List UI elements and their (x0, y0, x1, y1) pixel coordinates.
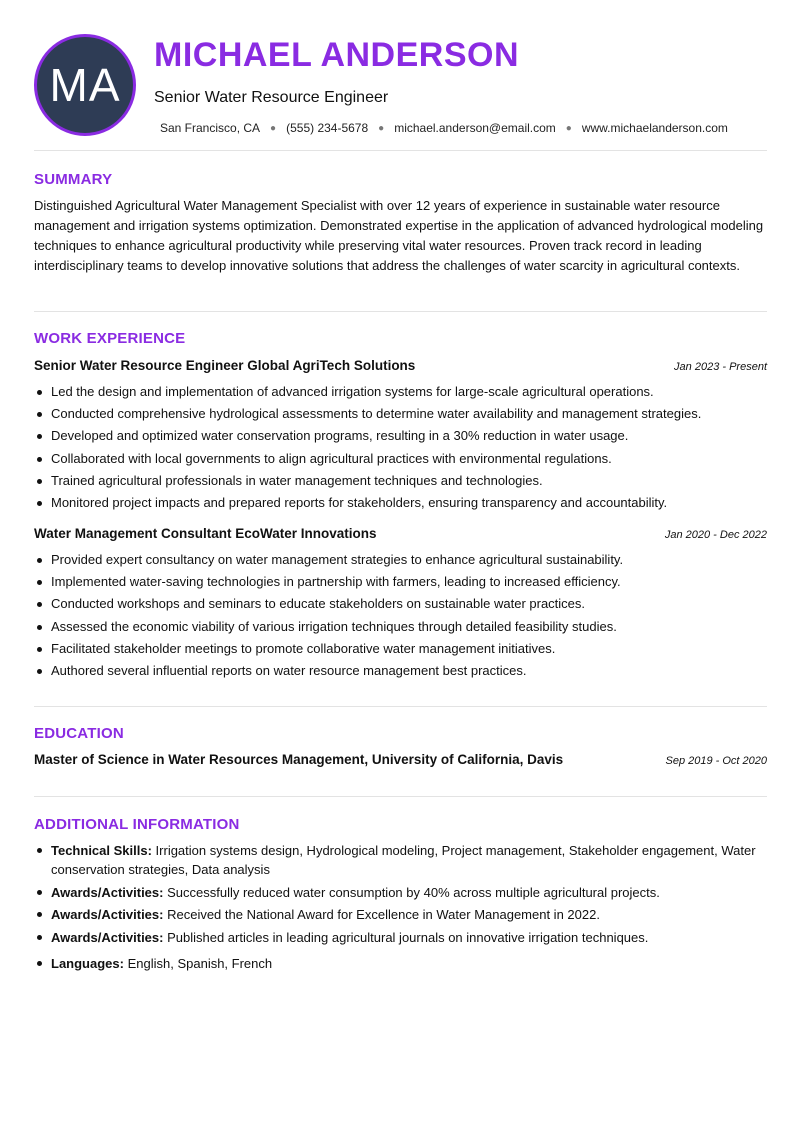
item-label: Technical Skills: (51, 843, 152, 858)
list-item: Conducted workshops and seminars to educate stakeholders on sustainable water practices. (34, 593, 767, 615)
item-text: Successfully reduced water consumption by 40% across multiple agricultural projects. (167, 884, 660, 900)
item-text: English, Spanish, French (127, 955, 273, 971)
list-item (34, 954, 767, 973)
summary-heading: SUMMARY (34, 171, 113, 188)
education-degree: Master of Science in Water Resources Management, University of California, Davis (34, 752, 564, 767)
list-item: Facilitated stakeholder meetings to promote collaborative water management initiatives. (34, 638, 767, 660)
avatar (34, 34, 136, 136)
job-dates: Jan 2020 - Dec 2022 (664, 529, 767, 541)
contact-location: San Francisco, CA (160, 121, 261, 135)
list-item: Assessed the economic viability of various irrigation techniques through detailed feasibility studies. (34, 616, 767, 638)
list-item: Developed and optimized water conservation programs, resulting in a 30% reduction in water usage. (34, 425, 767, 447)
list-item: Authored several influential reports on water resource management best practices. (34, 660, 767, 682)
section-divider (34, 706, 767, 707)
job-header (34, 358, 767, 376)
additional-list (34, 841, 767, 976)
job-role: Water Management Consultant EcoWater Innovations (34, 526, 377, 541)
list-item (34, 883, 767, 902)
contact-website[interactable]: www.michaelanderson.com (581, 121, 728, 135)
list-item: Trained agricultural professionals in water management techniques and technologies. (34, 470, 767, 492)
list-item (34, 928, 767, 947)
separator-dot-icon: ● (270, 122, 277, 134)
job-header (34, 526, 767, 544)
education-dates: Sep 2019 - Oct 2020 (665, 755, 767, 767)
list-item (34, 841, 767, 879)
job-dates: Jan 2023 - Present (674, 361, 767, 373)
candidate-name: MICHAEL ANDERSON (154, 36, 520, 74)
candidate-title: Senior Water Resource Engineer (154, 89, 389, 106)
list-item: Collaborated with local governments to align agricultural practices with environmental regulations. (34, 448, 767, 470)
education-entry (34, 752, 767, 770)
education-heading: EDUCATION (34, 725, 124, 742)
experience-heading: WORK EXPERIENCE (34, 330, 186, 347)
contact-email[interactable]: michael.anderson@email.com (394, 121, 556, 135)
section-divider (34, 150, 767, 151)
job-role: Senior Water Resource Engineer Global AgriTech Solutions (34, 358, 416, 373)
list-item: Led the design and implementation of advanced irrigation systems for large-scale agricultural operations. (34, 381, 767, 403)
section-divider (34, 311, 767, 312)
contact-phone: (555) 234-5678 (286, 121, 369, 135)
item-label: Awards/Activities: (51, 907, 164, 922)
additional-heading: ADDITIONAL INFORMATION (34, 816, 240, 833)
job-bullets (34, 549, 767, 682)
contact-line (160, 121, 728, 135)
job-bullets (34, 381, 767, 514)
summary-text: Distinguished Agricultural Water Management Specialist with over 12 years of experience in sustainable water resource management and irrigation systems optimization. Demonstrated expertise in the application of advanced hydrological modeling techniques to enhance agricultural productivity while preserving vital water resources. Proven track record in leading interdisciplinary teams to develop innovative solutions that address the challenges of water scarcity in agricultural contexts. (34, 198, 764, 273)
item-text: Published articles in leading agricultural journals on innovative irrigation techniques. (167, 929, 649, 945)
avatar-initials: MA (49, 59, 121, 111)
item-label: Languages: (51, 955, 124, 971)
section-divider (34, 796, 767, 797)
item-text: Irrigation systems design, Hydrological modeling, Project management, Stakeholder engagement, Water conservation strategies, Data analysis (51, 843, 756, 877)
list-item (34, 905, 767, 924)
separator-dot-icon: ● (378, 122, 385, 134)
list-item: Conducted comprehensive hydrological assessments to determine water availability and management strategies. (34, 403, 767, 425)
item-label: Awards/Activities: (51, 884, 164, 900)
list-item: Monitored project impacts and prepared reports for stakeholders, ensuring transparency and accountability. (34, 492, 767, 514)
item-label: Awards/Activities: (51, 929, 164, 945)
separator-dot-icon: ● (565, 122, 572, 134)
item-text: Received the National Award for Excellence in Water Management in 2022. (167, 907, 600, 922)
list-item: Provided expert consultancy on water management strategies to enhance agricultural sustainability. (34, 549, 767, 571)
list-item: Implemented water-saving technologies in partnership with farmers, leading to increased efficiency. (34, 571, 767, 593)
